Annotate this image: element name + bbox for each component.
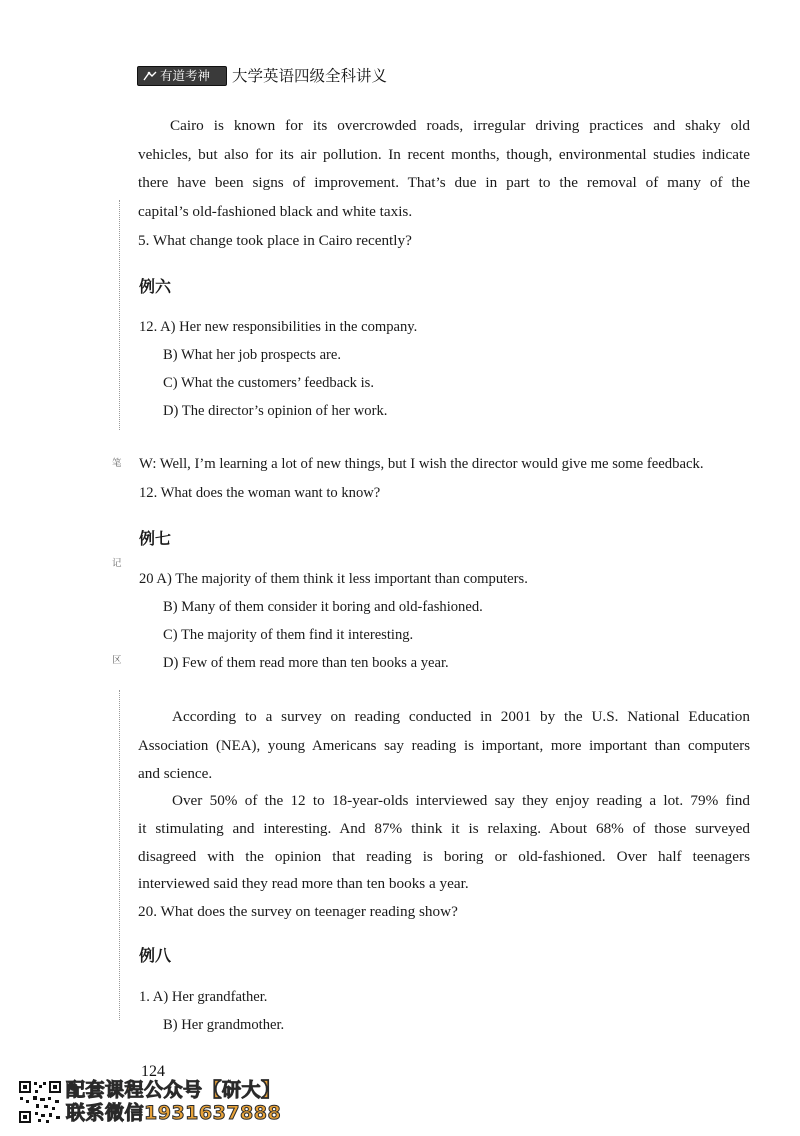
- example7-option-d: D) Few of them read more than ten books a year.: [163, 655, 449, 671]
- example7-passage-line-1: According to a survey on reading conducted in 2001 by the U.S. National Education: [172, 708, 750, 725]
- example6-heading: 例六: [139, 277, 172, 296]
- margin-note-ji: 记: [112, 558, 122, 569]
- example6-option-d: D) The director’s opinion of her work.: [163, 403, 388, 419]
- watermark-line-1: 配套课程公众号【研大】: [66, 1079, 281, 1101]
- margin-dotted-rule-top: [119, 200, 120, 430]
- header-badge-text: 有道考神: [160, 68, 211, 83]
- margin-note-qu: 区: [112, 655, 122, 666]
- example7-heading: 例七: [139, 529, 172, 548]
- example6-option-c: C) What the customers’ feedback is.: [163, 375, 374, 391]
- example7-passage-line-6: disagreed with the opinion that reading is boring or old-fashioned. Over half teenagers: [138, 848, 750, 865]
- passage1-question: 5. What change took place in Cairo recently?: [138, 232, 412, 249]
- example6-option-b: B) What her job prospects are.: [163, 347, 342, 363]
- example6-option-a: 12. A) Her new responsibilities in the company.: [139, 319, 418, 335]
- example8-option-b: B) Her grandmother.: [163, 1017, 285, 1033]
- example7-passage-line-7: interviewed said they read more than ten books a year.: [138, 875, 469, 892]
- example7-option-a: 20 A) The majority of them think it less important than computers.: [139, 571, 528, 587]
- margin-dotted-rule-bottom: [119, 690, 120, 1020]
- example6-dialogue: W: Well, I’m learning a lot of new things, but I wish the director would give me some feedback.: [139, 456, 704, 472]
- page-number: 124: [141, 1063, 165, 1080]
- lamp-icon: [143, 70, 157, 82]
- example7-question: 20. What does the survey on teenager reading show?: [138, 903, 458, 920]
- margin-note-bi: 笔: [112, 458, 122, 469]
- passage1-line-1: Cairo is known for its overcrowded roads, irregular driving practices and shaky old: [170, 117, 750, 134]
- watermark-line-2: 联系微信1931637888: [66, 1102, 282, 1124]
- example8-heading: 例八: [139, 946, 172, 965]
- passage1-line-3: there have been signs of improvement. That’s due in part to the removal of many of the: [138, 174, 750, 191]
- header-badge: [137, 66, 227, 86]
- header-title: 大学英语四级全科讲义: [232, 67, 388, 85]
- example7-passage-line-3: and science.: [138, 765, 213, 782]
- example7-option-b: B) Many of them consider it boring and old-fashioned.: [163, 599, 483, 615]
- passage1-line-2: vehicles, but also for its air pollution. In recent months, though, environmental studies indicate: [138, 146, 750, 163]
- qr-code-icon: [18, 1080, 62, 1124]
- example6-question: 12. What does the woman want to know?: [139, 485, 381, 501]
- example7-passage-line-2: Association (NEA), young Americans say reading is important, more important than computers: [138, 738, 750, 754]
- example7-option-c: C) The majority of them find it interesting.: [163, 627, 414, 643]
- passage1-line-4: capital’s old-fashioned black and white taxis.: [138, 203, 413, 220]
- example7-passage-line-5: it stimulating and interesting. And 87% think it is relaxing. About 68% of those surveyed: [138, 820, 750, 837]
- example8-option-a: 1. A) Her grandfather.: [139, 989, 268, 1005]
- example7-passage-line-4: Over 50% of the 12 to 18-year-olds interviewed say they enjoy reading a lot. 79% find: [172, 792, 750, 809]
